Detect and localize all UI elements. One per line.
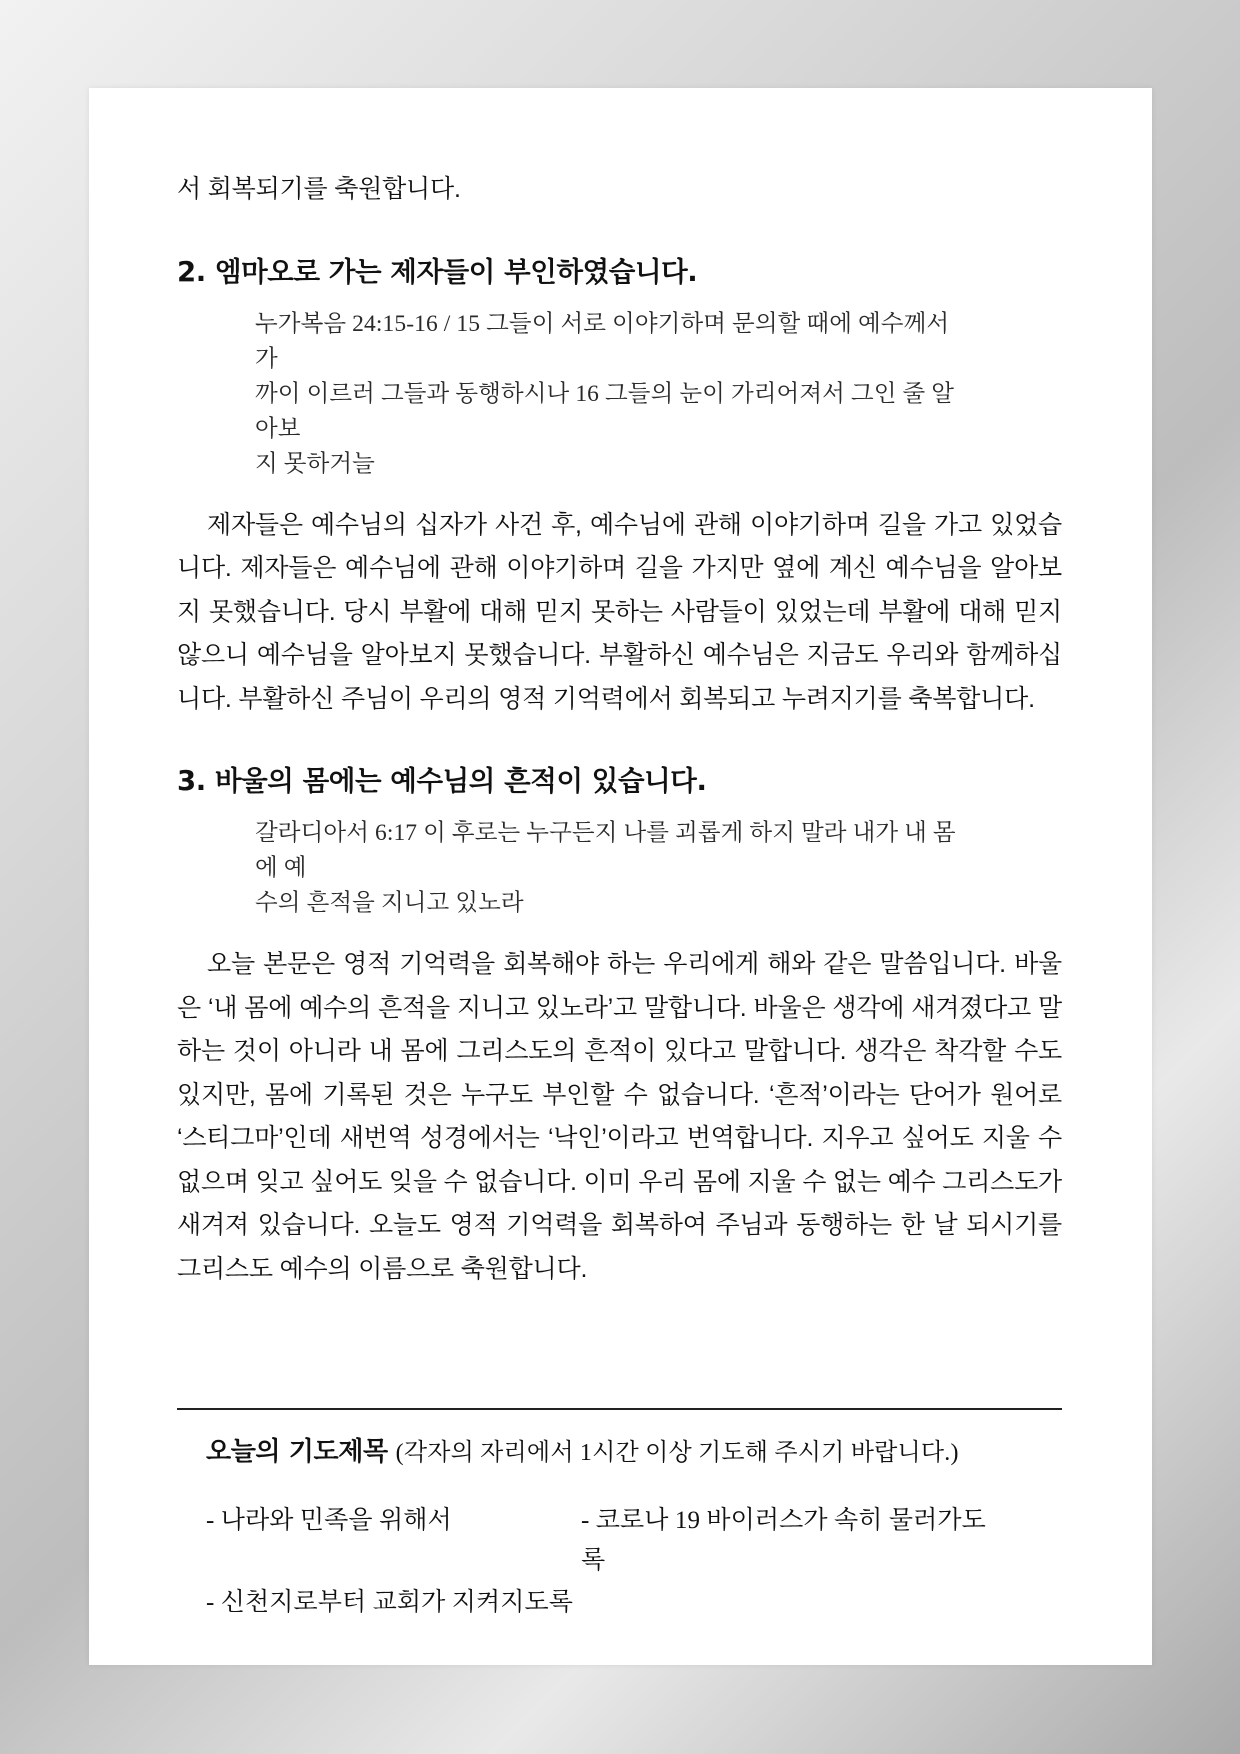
prayer-title: 오늘의 기도제목 <box>206 1437 388 1467</box>
continuation-text: 서 회복되기를 축원합니다. <box>177 175 461 203</box>
document-page <box>89 88 1152 1665</box>
prayer-note: (각자의 자리에서 1시간 이상 기도해 주시기 바랍니다.) <box>395 1440 959 1466</box>
prayer-box <box>177 1408 1062 1623</box>
prayer-header <box>206 1432 1062 1473</box>
prayer-item: - 코로나 19 바이러스가 속히 물러가도록 <box>581 1507 986 1574</box>
sermon-content <box>177 168 1062 1291</box>
scripture-line: 까이 이르러 그들과 동행하시나 16 그들의 눈이 가리어져서 그인 줄 알아보 <box>255 380 955 442</box>
prayer-item: - 신천지로부터 교회가 지켜지도록 <box>206 1589 573 1616</box>
section-3-scripture <box>177 816 1062 921</box>
scripture-line: 갈라디아서 6:17 이 후로는 누구든지 나를 괴롭게 하지 말라 내가 내 몸에 예 <box>255 820 956 881</box>
section-2-heading: 2. 엠마오로 가는 제자들이 부인하였습니다. <box>177 255 698 288</box>
section-3-body: 오늘 본문은 영적 기억력을 회복해야 하는 우리에게 해와 같은 말씀입니다. 바울은 ‘내 몸에 예수의 흔적을 지니고 있노라’고 말합니다. 바울은 생각에 새겨졌다고 말하는 것이 아니라 내 몸에 그리스도의 흔적이 있다고 말합니다. 생각은 착각할 수도 있지만, 몸에 기록된 것은 누구도 부인할 수 없습니다. ‘흔적’이라는 단어가 원어로 ‘스티그마’인데 새번역 성경에서는 ‘낙인’이라고 번역합니다. 지우고 싶어도 지울 수 없으며 잊고 싶어도 잊을 수 없습니다. 이미 우리 몸에 지울 수 없는 예수 그리스도가 새겨져 있습니다. 오늘도 영적 기억력을 회복하여 주님과 동행하는 한 날 되시기를 그리스도 예수의 이름으로 축원합니다. <box>177 950 1062 1283</box>
scripture-line: 수의 흔적을 지니고 있노라 <box>255 890 524 916</box>
divider <box>177 1408 1062 1410</box>
prayer-item: - 나라와 민족을 위해서 <box>206 1507 452 1534</box>
section-3-heading: 3. 바울의 몸에는 예수님의 흔적이 있습니다. <box>177 765 707 797</box>
scripture-line: 지 못하거늘 <box>255 450 375 477</box>
section-2-body: 제자들은 예수님의 십자가 사건 후, 예수님에 관해 이야기하며 길을 가고 있었습니다. 제자들은 예수님에 관해 이야기하며 길을 가지만 옆에 계신 예수님을 알아보지 못했습니다. 당시 부활에 대해 믿지 못하는 사람들이 있었는데 부활에 대해 믿지 않으니 예수님을 알아보지 못했습니다. 부활하신 예수님은 지금도 우리와 함께하십니다. 부활하신 주님이 우리의 영적 기억력에서 회복되고 누려지기를 축복합니다. <box>177 510 1062 713</box>
section-2-scripture <box>177 307 1062 482</box>
prayer-list <box>206 1501 1062 1623</box>
scripture-line: 누가복음 24:15-16 / 15 그들이 서로 이야기하며 문의할 때에 예수께서 가 <box>255 310 950 372</box>
